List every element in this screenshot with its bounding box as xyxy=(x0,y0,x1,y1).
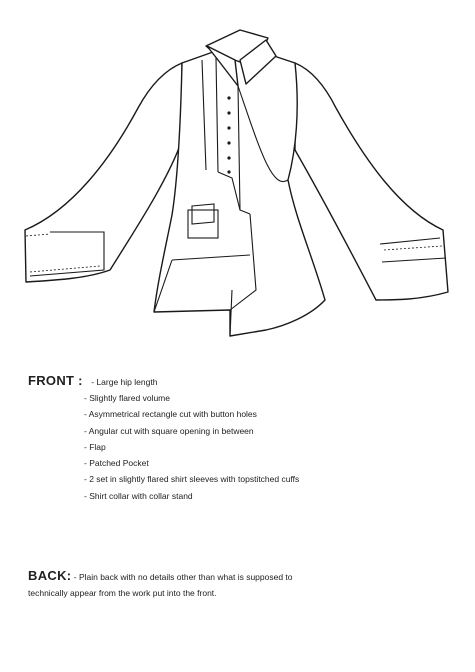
front-item-2: - Slightly flared volume xyxy=(84,393,170,403)
front-item-1: - Large hip length xyxy=(91,377,158,387)
back-description xyxy=(28,568,458,601)
back-line-2: technically appear from the work put into the front. xyxy=(28,588,217,598)
front-items-list xyxy=(84,390,299,504)
front-item-5: - Flap xyxy=(84,441,106,452)
front-item-6: - Patched Pocket xyxy=(84,458,149,469)
front-item-8: - Shirt collar with collar stand xyxy=(84,490,193,501)
back-text-1: - Plain back with no details other than what is supposed to xyxy=(71,572,293,582)
right-sleeve xyxy=(295,63,448,300)
front-item-7: - 2 set in slightly flared shirt sleeves with topstitched cuffs xyxy=(84,474,300,485)
front-heading: FRONT : xyxy=(28,373,83,388)
front-item-3: - Asymmetrical rectangle cut with button holes xyxy=(84,409,257,420)
front-description xyxy=(28,372,458,501)
back-line-1 xyxy=(28,568,458,585)
front-item-4: - Angular cut with square opening in between xyxy=(84,425,254,436)
back-heading: BACK: xyxy=(28,568,72,583)
